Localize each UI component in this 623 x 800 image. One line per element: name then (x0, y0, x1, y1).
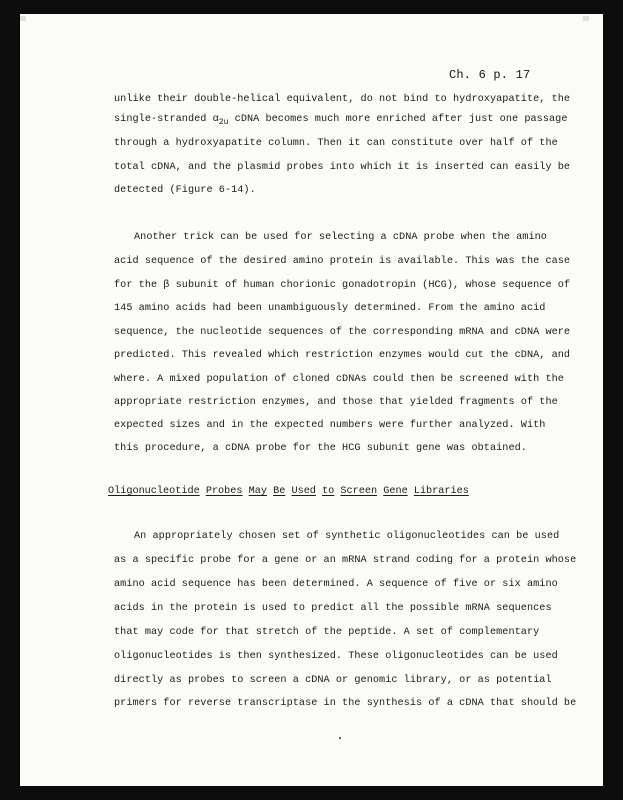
page-speck (339, 737, 341, 739)
section-heading (108, 486, 469, 497)
paragraph-3-line-5: that may code for that stretch of the peptide. A set of complementary (114, 627, 540, 638)
heading-word: Gene (383, 486, 408, 497)
paragraph-2-line-7: where. A mixed population of cloned cDNAs could then be screened with the (114, 374, 564, 385)
heading-word: to (322, 486, 335, 497)
heading-word: Oligonucleotide (108, 486, 200, 497)
paragraph-3-line-7: directly as probes to screen a cDNA or genomic library, or as potential (114, 675, 552, 686)
scan-corner-mark (20, 16, 26, 21)
heading-word: Libraries (413, 486, 469, 497)
page-reference: Ch. 6 p. 17 (449, 68, 531, 82)
paragraph-2-line-5: sequence, the nucleotide sequences of the corresponding mRNA and cDNA were (114, 327, 571, 338)
heading-word: May (248, 486, 267, 497)
paragraph-2-line-9: expected sizes and in the expected numbers were further analyzed. With (114, 420, 546, 431)
paragraph-3-line-4: acids in the protein is used to predict all the possible mRNA sequences (114, 603, 552, 614)
alpha-2u-prefix: single-stranded α (114, 114, 219, 125)
heading-word: Probes (205, 486, 243, 497)
paragraph-2-line-1: Another trick can be used for selecting a cDNA probe when the amino (134, 232, 547, 243)
paragraph-1-line-4: total cDNA, and the plasmid probes into which it is inserted can easily be (114, 162, 571, 173)
alpha-subscript: 2u (218, 118, 229, 127)
paragraph-2-line-4: 145 amino acids had been unambiguously determined. From the amino acid (114, 303, 546, 314)
paragraph-1-line-2 (114, 114, 567, 127)
paragraph-1-line-2-rest: cDNA becomes much more enriched after just one passage (234, 114, 568, 125)
heading-word: Used (291, 486, 316, 497)
paragraph-1-line-1: unlike their double-helical equivalent, do not bind to hydroxyapatite, the (114, 94, 571, 105)
paragraph-1-line-3: through a hydroxyapatite column. Then it can constitute over half of the (114, 138, 558, 149)
paragraph-3-line-3: amino acid sequence has been determined. A sequence of five or six amino (114, 579, 558, 590)
paragraph-2-line-6: predicted. This revealed which restriction enzymes would cut the cDNA, and (114, 350, 571, 361)
paragraph-2-line-8: appropriate restriction enzymes, and those that yielded fragments of the (114, 397, 558, 408)
heading-word: Be (273, 486, 286, 497)
paragraph-3-line-6: oligonucleotides is then synthesized. These oligonucleotides can be used (114, 651, 558, 662)
paragraph-3-line-2: as a specific probe for a gene or an mRNA strand coding for a protein whose (114, 555, 577, 566)
paragraph-2-line-10: this procedure, a cDNA probe for the HCG subunit gene was obtained. (114, 443, 527, 454)
paragraph-3-line-1: An appropriately chosen set of synthetic oligonucleotides can be used (134, 531, 560, 542)
paragraph-3-line-8: primers for reverse transcriptase in the synthesis of a cDNA that should be (114, 698, 577, 709)
paragraph-2-line-2: acid sequence of the desired amino protein is available. This was the case (114, 256, 571, 267)
paragraph-1-line-5: detected (Figure 6-14). (114, 185, 256, 196)
scan-corner-mark (583, 16, 589, 21)
paragraph-2-line-3: for the β subunit of human chorionic gonadotropin (HCG), whose sequence of (114, 280, 571, 291)
heading-word: Screen (340, 486, 378, 497)
